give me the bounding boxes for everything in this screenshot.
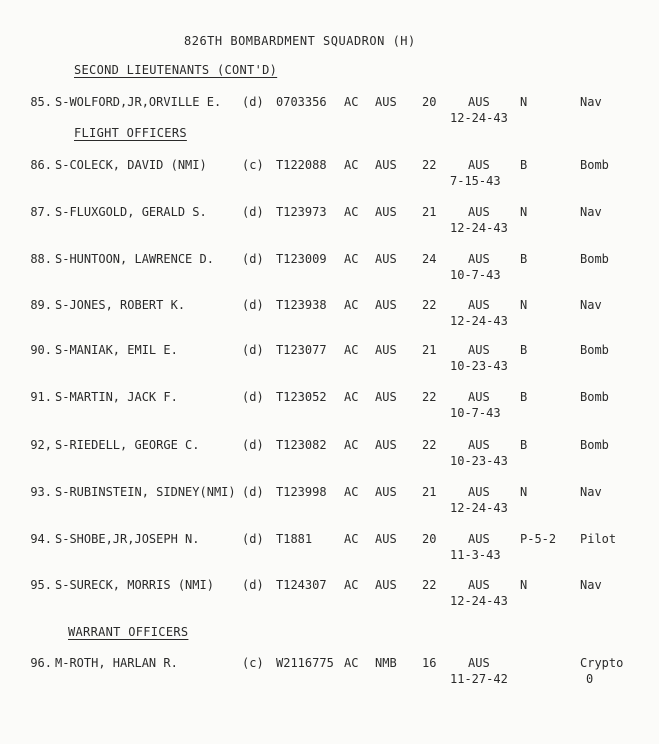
row-age: 21 bbox=[422, 205, 437, 219]
row-age: 21 bbox=[422, 485, 437, 499]
row-comp: AUS bbox=[375, 298, 397, 312]
row-num: 95. bbox=[30, 578, 52, 592]
row-num: 96. bbox=[30, 656, 52, 670]
row-code: B bbox=[520, 438, 528, 452]
row-date: 11-27-42 bbox=[450, 672, 508, 686]
row-cls: (d) bbox=[242, 298, 264, 312]
row-branch: AC bbox=[344, 298, 359, 312]
row-date: 10-23-43 bbox=[450, 359, 508, 373]
page-title: 826TH BOMBARDMENT SQUADRON (H) bbox=[184, 34, 416, 48]
row-cls: (d) bbox=[242, 343, 264, 357]
row-comp: AUS bbox=[375, 252, 397, 266]
row-branch: AC bbox=[344, 485, 359, 499]
row-serial: T123973 bbox=[276, 205, 327, 219]
row-date: 10-7-43 bbox=[450, 268, 501, 282]
row-serial: T123077 bbox=[276, 343, 327, 357]
row-cls: (d) bbox=[242, 578, 264, 592]
row-date: 12-24-43 bbox=[450, 221, 508, 235]
row-serial: T123938 bbox=[276, 298, 327, 312]
section-heading-flight-officers: FLIGHT OFFICERS bbox=[74, 126, 187, 140]
row-date: 10-23-43 bbox=[450, 454, 508, 468]
row-age: 22 bbox=[422, 298, 437, 312]
row-serial: T123082 bbox=[276, 438, 327, 452]
row-date: 11-3-43 bbox=[450, 548, 501, 562]
row-num: 90. bbox=[30, 343, 52, 357]
row-num: 87. bbox=[30, 205, 52, 219]
row-status: AUS bbox=[468, 158, 490, 172]
row-date: 12-24-43 bbox=[450, 111, 508, 125]
row-cls: (d) bbox=[242, 390, 264, 404]
row-date: 12-24-43 bbox=[450, 501, 508, 515]
row-cls: (d) bbox=[242, 532, 264, 546]
row-serial: T123052 bbox=[276, 390, 327, 404]
row-branch: AC bbox=[344, 252, 359, 266]
row-name: M-ROTH, HARLAN R. bbox=[55, 656, 178, 670]
row-name: S-RUBINSTEIN, SIDNEY(NMI) bbox=[55, 485, 236, 499]
row-code: N bbox=[520, 205, 528, 219]
row-serial: W2116775 bbox=[276, 656, 334, 670]
row-status: AUS bbox=[468, 390, 490, 404]
row-num: 94. bbox=[30, 532, 52, 546]
row-age: 20 bbox=[422, 95, 437, 109]
row-status: AUS bbox=[468, 95, 490, 109]
row-duty: Bomb bbox=[580, 158, 609, 172]
row-comp: NMB bbox=[375, 656, 397, 670]
row-comp: AUS bbox=[375, 390, 397, 404]
row-branch: AC bbox=[344, 438, 359, 452]
row-num: 89. bbox=[30, 298, 52, 312]
row-date: 10-7-43 bbox=[450, 406, 501, 420]
row-num: 88. bbox=[30, 252, 52, 266]
row-num: 91. bbox=[30, 390, 52, 404]
row-duty: Bomb bbox=[580, 438, 609, 452]
row-code: B bbox=[520, 343, 528, 357]
row-duty: Nav bbox=[580, 578, 602, 592]
row-cls: (d) bbox=[242, 485, 264, 499]
row-code: N bbox=[520, 95, 528, 109]
row-name: S-HUNTOON, LAWRENCE D. bbox=[55, 252, 214, 266]
row-branch: AC bbox=[344, 578, 359, 592]
row-serial: T123009 bbox=[276, 252, 327, 266]
row-name: S-WOLFORD,JR,ORVILLE E. bbox=[55, 95, 222, 109]
row-cls: (c) bbox=[242, 656, 264, 670]
row-code: B bbox=[520, 390, 528, 404]
row-age: 22 bbox=[422, 158, 437, 172]
row-branch: AC bbox=[344, 390, 359, 404]
row-age: 24 bbox=[422, 252, 437, 266]
section-heading-second-lieutenants: SECOND LIEUTENANTS (CONT'D) bbox=[74, 63, 278, 77]
row-date: 12-24-43 bbox=[450, 314, 508, 328]
row-cls: (d) bbox=[242, 205, 264, 219]
row-serial: T123998 bbox=[276, 485, 327, 499]
row-status: AUS bbox=[468, 298, 490, 312]
row-comp: AUS bbox=[375, 485, 397, 499]
row-branch: AC bbox=[344, 205, 359, 219]
row-serial: T122088 bbox=[276, 158, 327, 172]
row-branch: AC bbox=[344, 343, 359, 357]
row-status: AUS bbox=[468, 205, 490, 219]
row-name: S-MANIAK, EMIL E. bbox=[55, 343, 178, 357]
row-cls: (d) bbox=[242, 438, 264, 452]
row-name: S-SURECK, MORRIS (NMI) bbox=[55, 578, 214, 592]
row-code: N bbox=[520, 298, 528, 312]
row-serial: 0703356 bbox=[276, 95, 327, 109]
row-status: AUS bbox=[468, 578, 490, 592]
row-num: 86. bbox=[30, 158, 52, 172]
row-comp: AUS bbox=[375, 438, 397, 452]
row-status: AUS bbox=[468, 485, 490, 499]
row-comp: AUS bbox=[375, 205, 397, 219]
row-status: AUS bbox=[468, 343, 490, 357]
row-status: AUS bbox=[468, 532, 490, 546]
row-branch: AC bbox=[344, 532, 359, 546]
row-duty: Nav bbox=[580, 298, 602, 312]
row-duty: Pilot bbox=[580, 532, 617, 546]
row-cls: (d) bbox=[242, 95, 264, 109]
row-status: AUS bbox=[468, 656, 490, 670]
row-num: 93. bbox=[30, 485, 52, 499]
row-duty: Nav bbox=[580, 485, 602, 499]
row-num: 92, bbox=[30, 438, 52, 452]
row-status: AUS bbox=[468, 438, 490, 452]
row-branch: AC bbox=[344, 158, 359, 172]
row-duty2: 0 bbox=[586, 672, 594, 686]
row-code: N bbox=[520, 578, 528, 592]
section-heading-warrant-officers: WARRANT OFFICERS bbox=[68, 625, 189, 639]
row-date: 7-15-43 bbox=[450, 174, 501, 188]
row-age: 16 bbox=[422, 656, 437, 670]
row-age: 21 bbox=[422, 343, 437, 357]
row-duty: Bomb bbox=[580, 390, 609, 404]
row-cls: (c) bbox=[242, 158, 264, 172]
row-name: S-SHOBE,JR,JOSEPH N. bbox=[55, 532, 200, 546]
row-comp: AUS bbox=[375, 578, 397, 592]
row-comp: AUS bbox=[375, 95, 397, 109]
row-date: 12-24-43 bbox=[450, 594, 508, 608]
row-num: 85. bbox=[30, 95, 52, 109]
row-name: S-JONES, ROBERT K. bbox=[55, 298, 186, 312]
row-code: B bbox=[520, 252, 528, 266]
row-age: 22 bbox=[422, 438, 437, 452]
row-code: P-5-2 bbox=[520, 532, 557, 546]
row-duty: Bomb bbox=[580, 343, 609, 357]
row-comp: AUS bbox=[375, 343, 397, 357]
row-name: S-RIEDELL, GEORGE C. bbox=[55, 438, 200, 452]
row-age: 22 bbox=[422, 578, 437, 592]
row-status: AUS bbox=[468, 252, 490, 266]
row-duty: Crypto bbox=[580, 656, 624, 670]
row-serial: T124307 bbox=[276, 578, 327, 592]
row-name: S-FLUXGOLD, GERALD S. bbox=[55, 205, 207, 219]
row-code: N bbox=[520, 485, 528, 499]
row-cls: (d) bbox=[242, 252, 264, 266]
row-branch: AC bbox=[344, 95, 359, 109]
row-duty: Bomb bbox=[580, 252, 609, 266]
row-serial: T1881 bbox=[276, 532, 313, 546]
row-duty: Nav bbox=[580, 95, 602, 109]
row-comp: AUS bbox=[375, 158, 397, 172]
row-age: 22 bbox=[422, 390, 437, 404]
row-code: B bbox=[520, 158, 528, 172]
row-branch: AC bbox=[344, 656, 359, 670]
row-duty: Nav bbox=[580, 205, 602, 219]
row-age: 20 bbox=[422, 532, 437, 546]
row-name: S-COLECK, DAVID (NMI) bbox=[55, 158, 207, 172]
row-name: S-MARTIN, JACK F. bbox=[55, 390, 178, 404]
row-comp: AUS bbox=[375, 532, 397, 546]
